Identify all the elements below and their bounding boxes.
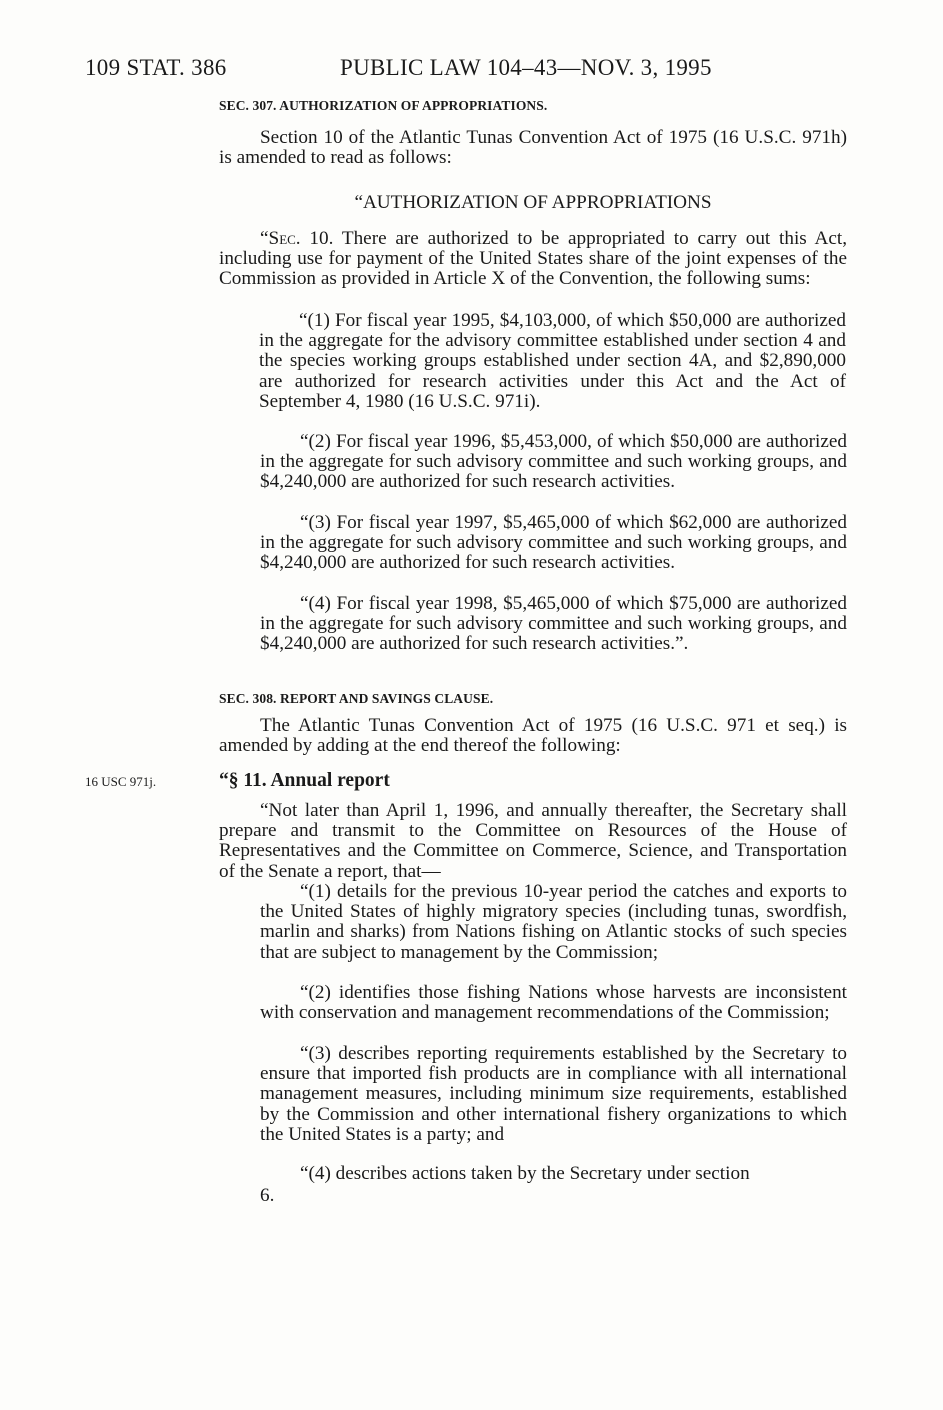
section-10-text: 10. There are authorized to be appropriated to carry out this Act, including use for payment of the United States share of the joint expenses of the Commission as provided in Article X of the Convention, the following sums: xyxy=(219,228,848,290)
report-item-4: “(4) describes actions taken by the Secretary under section xyxy=(300,1163,750,1184)
report-item-4-end: 6. xyxy=(260,1185,275,1206)
report-item-3: “(3) describes reporting requirements established by the Secretary to ensure that imported fish products are in compliance with all international management measures, including minimum size requirements, established by the Commission and other international fishery organizations to which the United States is a party; and xyxy=(260,1043,847,1145)
margin-citation: 16 USC 971j. xyxy=(85,774,157,789)
report-item-2: “(2) identifies those fishing Nations whose harvests are inconsistent with conservation and management recommendations of the Commission; xyxy=(260,982,847,1024)
annual-report-body: “Not later than April 1, 1996, and annually thereafter, the Secretary shall prepare and transmit to the Committee on Resources of the House of Representatives and the Committee on Commerce, Science, and Transportation of the Senate a report, that— xyxy=(219,800,847,882)
fy1998-item: “(4) For fiscal year 1998, $5,465,000 of which $75,000 are authorized in the aggregate for such advisory committee and such working groups, and $4,240,000 are authorized for such research activities.”. xyxy=(260,593,847,655)
annual-report-heading: “§ 11. Annual report xyxy=(219,770,390,791)
fy1997-item: “(3) For fiscal year 1997, $5,465,000 of which $62,000 are authorized in the aggregate for such advisory committee and such working groups, and $4,240,000 are authorized for such research activities. xyxy=(260,512,847,574)
section-10-body xyxy=(219,229,847,290)
stat-citation: 109 STAT. 386 xyxy=(85,55,227,80)
report-item-1: “(1) details for the previous 10-year period the catches and exports to the United States of highly migratory species (including tunas, swordfish, marlin and sharks) from Nations fishing on Atlantic stocks of such species that are subject to management by the Commission; xyxy=(260,881,847,963)
section-307-heading: SEC. 307. AUTHORIZATION OF APPROPRIATIONS. xyxy=(219,98,548,113)
section-308-intro: The Atlantic Tunas Convention Act of 1975 (16 U.S.C. 971 et seq.) is amended by adding at the end thereof the following: xyxy=(219,715,847,757)
appropriations-title: “AUTHORIZATION OF APPROPRIATIONS xyxy=(354,192,712,213)
fy1996-item: “(2) For fiscal year 1996, $5,453,000, of which $50,000 are authorized in the aggregate for such advisory committee and such working groups, and $4,240,000 are authorized for such research activities. xyxy=(260,431,847,493)
running-header: PUBLIC LAW 104–43—NOV. 3, 1995 xyxy=(340,55,712,80)
section-307-intro: Section 10 of the Atlantic Tunas Convention Act of 1975 (16 U.S.C. 971h) is amended to read as follows: xyxy=(219,127,847,169)
section-label: “Sec. xyxy=(260,228,301,249)
section-308-heading: SEC. 308. REPORT AND SAVINGS CLAUSE. xyxy=(219,691,494,706)
fy1995-item: “(1) For fiscal year 1995, $4,103,000, of which $50,000 are authorized in the aggregate for the advisory committee established under section 4 and the species working groups established under section 4A, and $2,890,000 are authorized for research activities under this Act and the Act of September 4, 1980 (16 U.S.C. 971i). xyxy=(259,310,846,412)
